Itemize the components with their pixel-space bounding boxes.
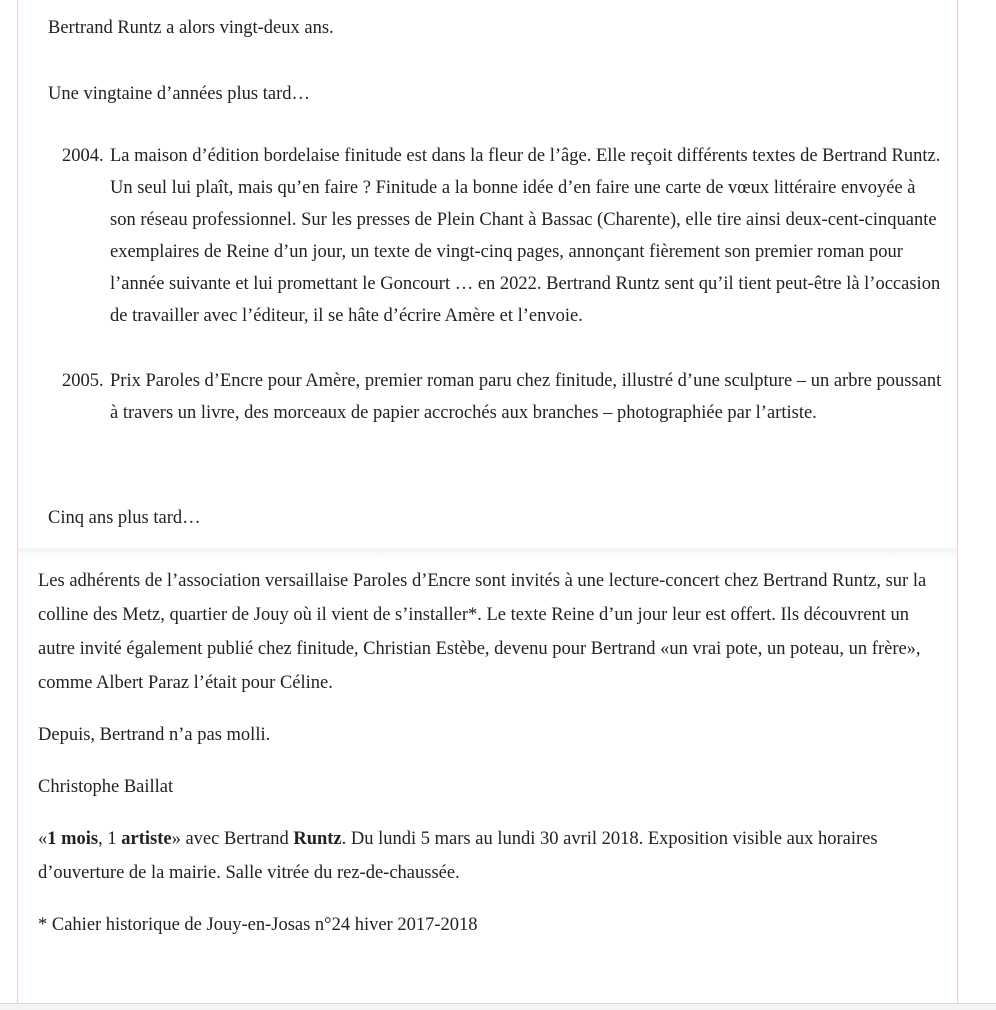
event-artist: artiste <box>121 829 172 849</box>
since-line: Depuis, Bertrand n’a pas molli. <box>38 725 271 745</box>
timeline-text: La maison d’édition bordelaise finitude est dans la fleur de l’âge. Elle reçoit différents textes de Bertrand Runtz. Un seul lui plaît, mais qu’en faire ? Finitude a la bonne idée d’en faire une carte de vœux littéraire envoyée à son réseau professionnel. Sur les presses de Plein Chant à Bassac (Charente), elle tire ainsi deux-cent-cinquante exemplaires de Reine d’un jour, un texte de vingt-cinq pages, annonçant fièrement son premier roman pour l’année suivante et lui promettant le Goncourt … en 2022. Bertrand Runtz sent qu’il tient peut-être là l’occasion de travailler avec l’éditeur, il se hâte d’écrire Amère et l’envoie. <box>110 146 941 326</box>
timeline-item-2005 <box>62 365 942 429</box>
five-years-line: Cinq ans plus tard… <box>48 508 201 528</box>
author-signature: Christophe Baillat <box>38 777 174 797</box>
timeline-item-2004 <box>62 140 942 332</box>
age-line: Bertrand Runtz a alors vingt-deux ans. <box>48 18 334 38</box>
later-line: Une vingtaine d’années plus tard… <box>48 84 311 104</box>
event-announcement: «1 mois, 1 artiste» avec Bertrand Runtz. Du lundi 5 mars au lundi 30 avril 2018. Exposition visible aux horaires d’ouverture de la mairie. Salle vitrée du rez-de-chaussée. <box>38 829 878 883</box>
article-lower <box>38 564 938 942</box>
timeline-year: 2004. <box>62 146 104 166</box>
footnote: * Cahier historique de Jouy-en-Josas n°24 hiver 2017-2018 <box>38 915 478 935</box>
timeline-text: Prix Paroles d’Encre pour Amère, premier roman paru chez finitude, illustré d’une sculpture – un arbre poussant à travers un livre, des morceaux de papier accrochés aux branches – photographiée par l’artiste. <box>110 371 942 423</box>
section-divider <box>18 548 957 558</box>
invitation-paragraph: Les adhérents de l’association versaillaise Paroles d’Encre sont invités à une lecture-concert chez Bertrand Runtz, sur la colline des Metz, quartier de Jouy où il vient de s’installer*. Le texte Reine d’un jour leur est offert. Ils découvrent un autre invité également publié chez finitude, Christian Estèbe, devenu pour Bertrand «un vrai pote, un poteau, un frère», comme Albert Paraz l’était pour Céline. <box>38 571 927 693</box>
event-one-month: 1 mois <box>47 829 99 849</box>
event-artist-name: Runtz <box>293 829 342 849</box>
timeline-year: 2005. <box>62 371 104 391</box>
timeline-list <box>62 140 942 429</box>
